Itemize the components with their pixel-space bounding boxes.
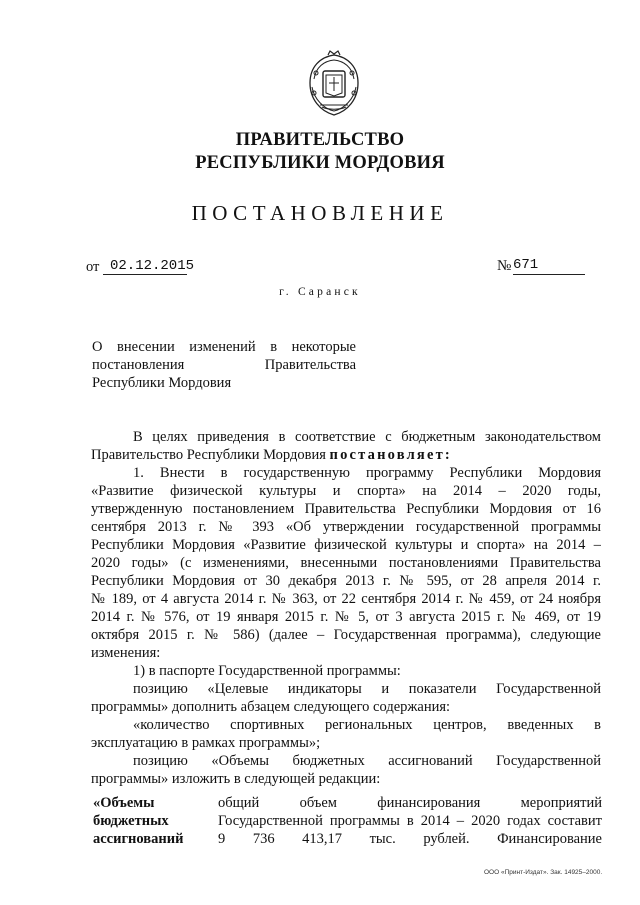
body-line: «Развитие физической культуры и спорта» на 2014 – 2020 годы, bbox=[91, 483, 601, 499]
body-line: В целях приведения в соответствие с бюджетным законодательством bbox=[133, 429, 601, 445]
number-prefix: № bbox=[497, 258, 512, 274]
body-line: программы» изложить в следующей редакции: bbox=[91, 771, 381, 787]
body-line: октября 2015 г. № 586) (далее – Государственная программа), следующие bbox=[91, 627, 601, 643]
body-line: 2014 г. № 576, от 19 января 2015 г. № 5, от 3 августа 2015 г. № 469, от 19 bbox=[91, 609, 601, 625]
document-subject bbox=[92, 338, 356, 392]
organization-name-line1: ПРАВИТЕЛЬСТВО bbox=[235, 130, 405, 150]
body-line: позицию «Целевые индикаторы и показатели Государственной bbox=[133, 681, 601, 697]
subject-line: Республики Мордовия bbox=[92, 375, 232, 391]
subject-line: постановления Правительства bbox=[92, 357, 356, 373]
body-line: Республики Мордовия «Развитие физической культуры и спорта» на 2014 – bbox=[91, 537, 601, 553]
document-body bbox=[91, 428, 601, 788]
body-line: эксплуатацию в рамках программы»; bbox=[91, 735, 321, 751]
body-line: № 189, от 4 августа 2014 г. № 363, от 22 сентября 2014 г. № 459, от 24 ноября bbox=[91, 591, 601, 607]
body-line: сентября 2013 г. № 393 «Об утверждении государственной программы bbox=[91, 519, 601, 535]
body-line: 2020 годы» (с изменениями, внесенными постановлениями Правительства bbox=[91, 555, 601, 571]
date-prefix: от bbox=[86, 259, 100, 275]
table-value-cell bbox=[218, 794, 602, 848]
body-line: Республики Мордовия от 30 декабря 2013 г. № 595, от 28 апреля 2014 г. bbox=[91, 573, 601, 589]
table-value-line: 9 736 413,17 тыс. рублей. Финансирование bbox=[218, 831, 602, 847]
organization-name-line2: РЕСПУБЛИКИ МОРДОВИЯ bbox=[195, 153, 445, 173]
date-underline bbox=[103, 274, 187, 275]
body-line: программы» дополнить абзацем следующего содержания: bbox=[91, 699, 451, 715]
table-value-line: общий объем финансирования мероприятий bbox=[218, 795, 602, 811]
table-label-line: «Объемы bbox=[93, 795, 155, 811]
document-type-title: ПОСТАНОВЛЕНИЕ bbox=[191, 201, 449, 225]
subject-line: О внесении изменений в некоторые bbox=[92, 339, 356, 355]
body-line: 1. Внести в государственную программу Республики Мордовия bbox=[133, 465, 601, 481]
printer-footer: ООО «Принт-Издат». Зак. 14925–2000. bbox=[484, 869, 603, 876]
table-label-line: ассигнований bbox=[93, 831, 184, 847]
city-label: г. Саранск bbox=[279, 286, 361, 298]
table-value-line: Государственной программы в 2014 – 2020 годах составит bbox=[218, 813, 602, 829]
body-line: «количество спортивных региональных центров, введенных в bbox=[133, 717, 601, 733]
document-date: 02.12.2015 bbox=[110, 258, 195, 274]
body-line bbox=[91, 446, 601, 464]
document-number: 671 bbox=[513, 257, 539, 273]
body-text: Правительство Республики Мордовия bbox=[91, 447, 330, 463]
body-line: изменения: bbox=[91, 645, 161, 661]
body-line: утвержденную постановлением Правительства Республики Мордовия от 16 bbox=[91, 501, 601, 517]
body-line: 1) в паспорте Государственной программы: bbox=[133, 663, 401, 679]
number-underline bbox=[513, 274, 585, 275]
table-label-cell bbox=[93, 794, 203, 848]
decree-keyword: постановляет: bbox=[329, 447, 452, 463]
body-line: позицию «Объемы бюджетных ассигнований Государственной bbox=[133, 753, 601, 769]
coat-of-arms-emblem bbox=[302, 49, 366, 119]
table-label-line: бюджетных bbox=[93, 813, 169, 829]
